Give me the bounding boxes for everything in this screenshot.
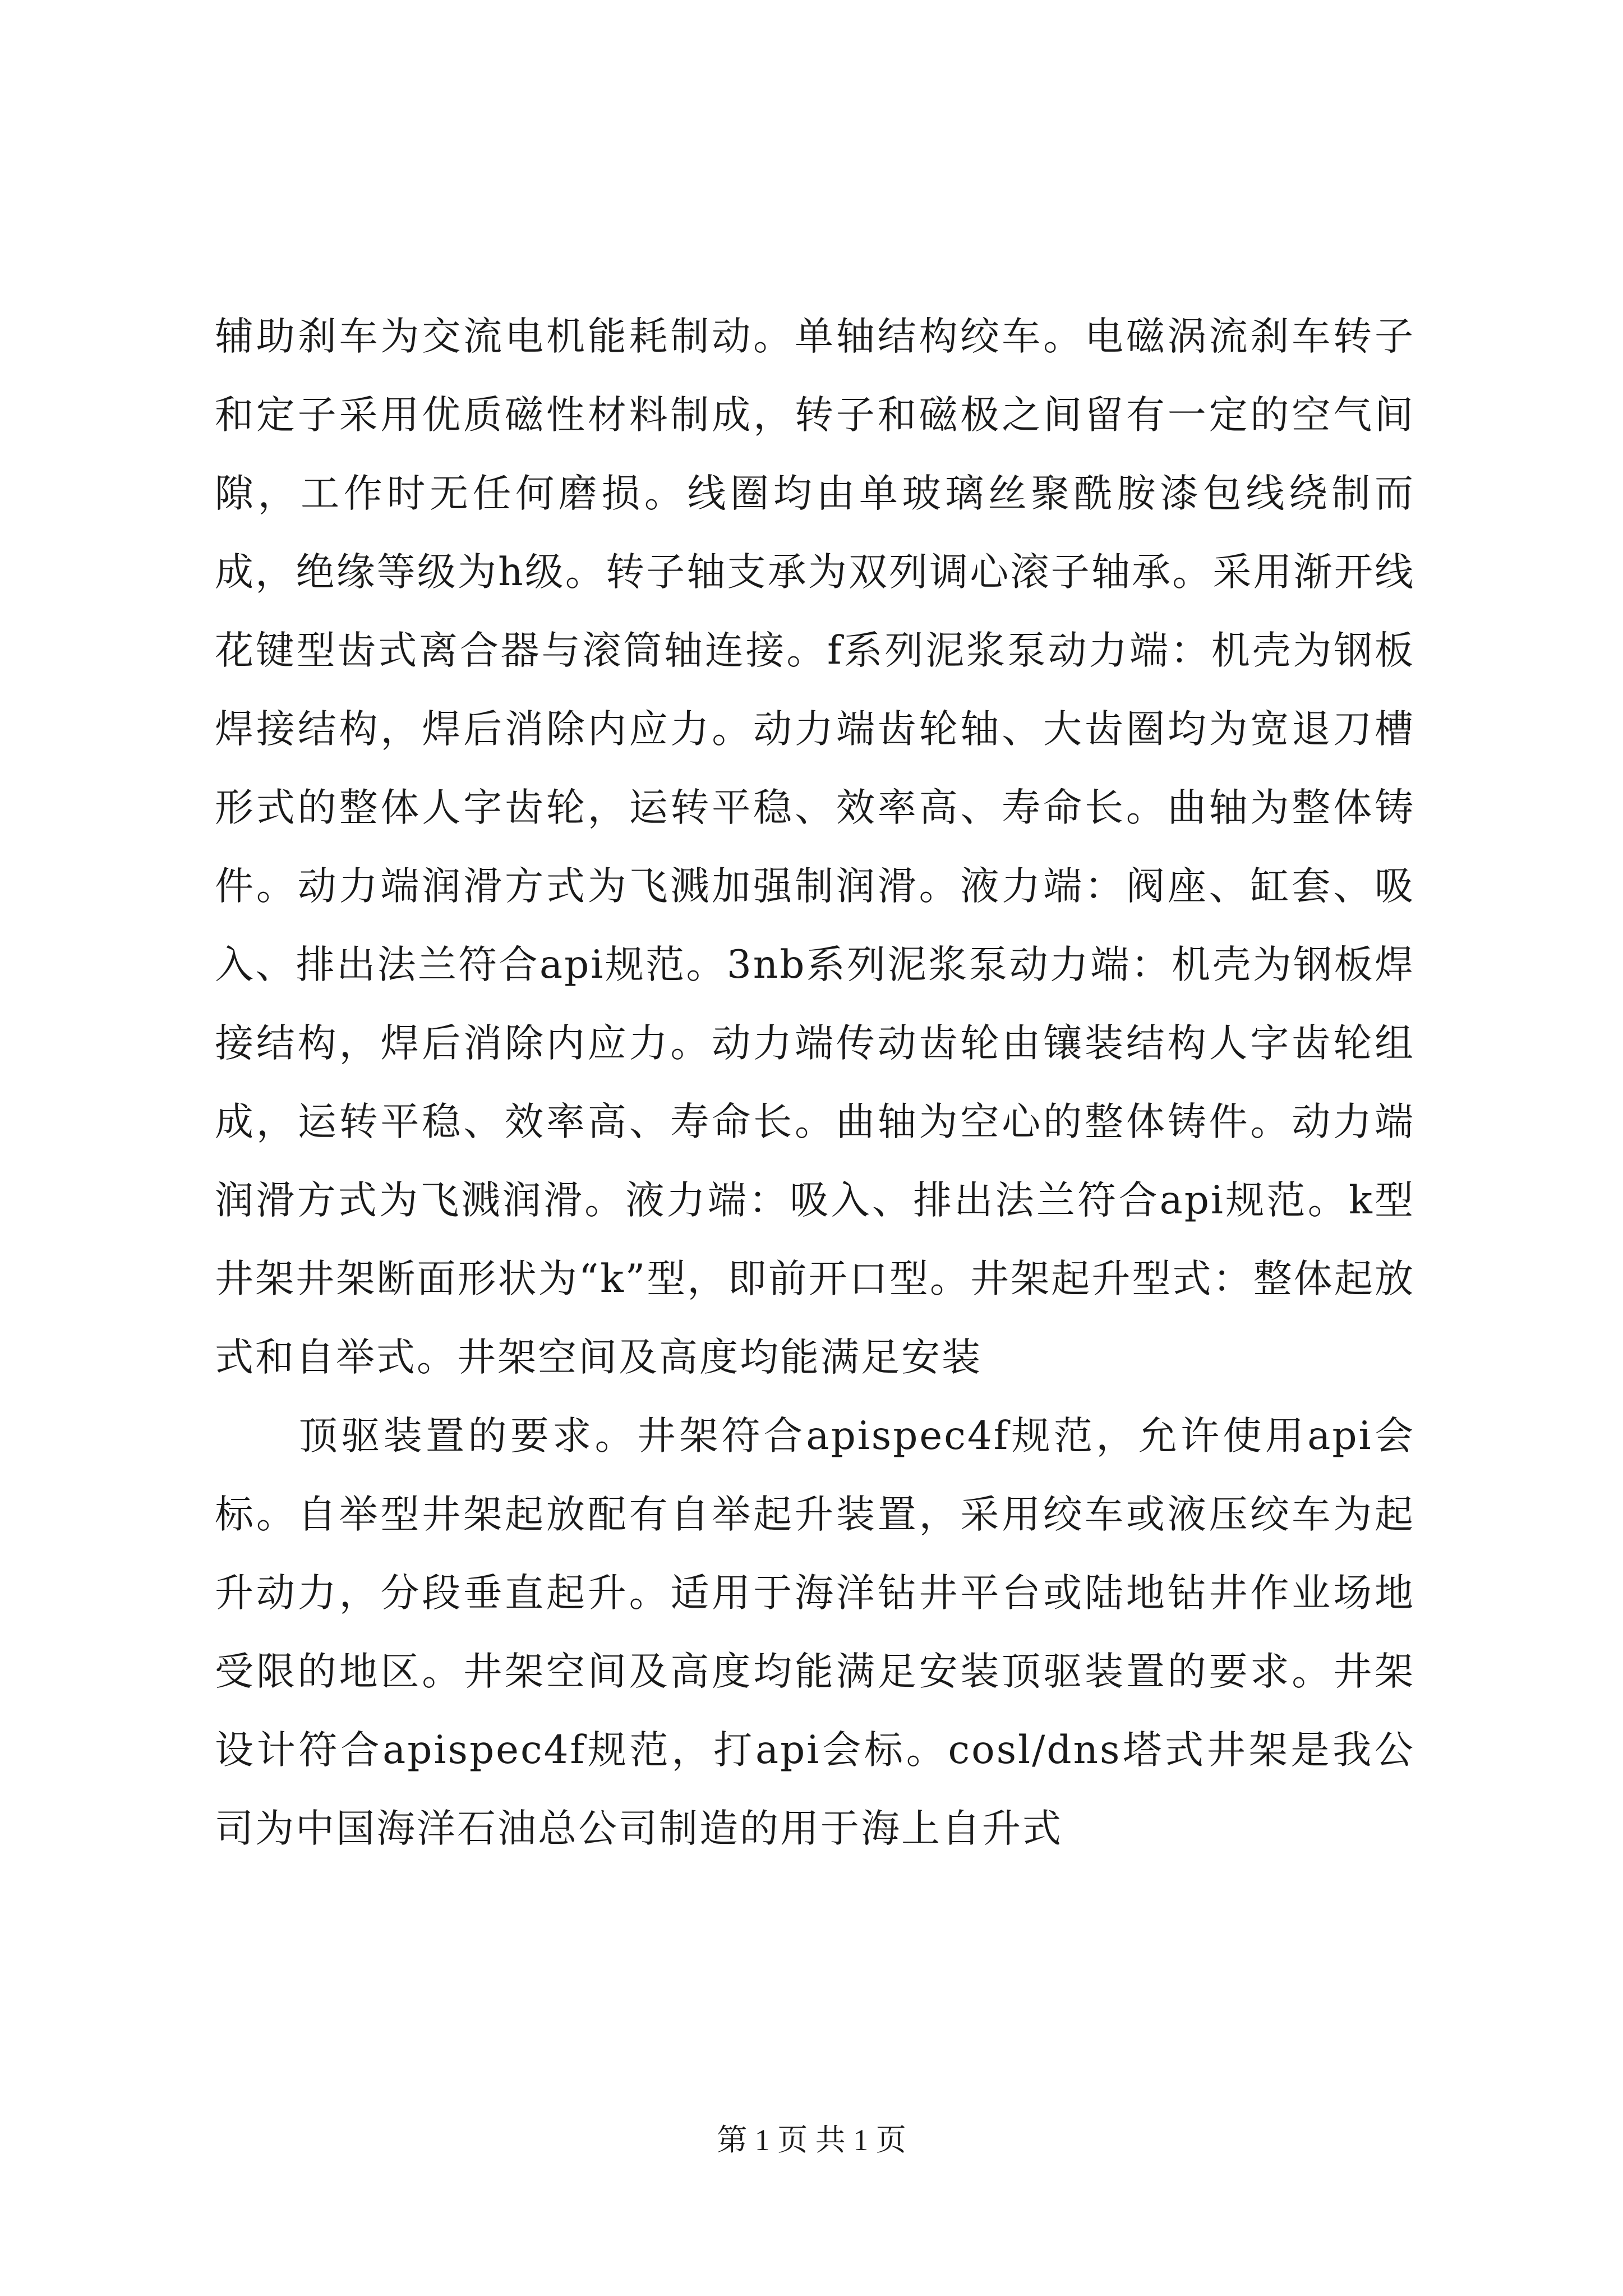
page-number-footer: 第 1 页 共 1 页: [717, 2123, 906, 2157]
paragraph-1: 辅助刹车为交流电机能耗制动。单轴结构绞车。电磁涡流刹车转子和定子采用优质磁性材料制成，转子和磁极之间留有一定的空气间隙，工作时无任何磨损。线圈均由单玻璃丝聚酰胺漆包线绕制而成，绝缘等级为h级。转子轴支承为双列调心滚子轴承。采用渐开线花键型齿式离合器与滚筒轴连接。f系列泥浆泵动力端：机壳为钢板焊接结构，焊后消除内应力。动力端齿轮轴、大齿圈均为宽退刀槽形式的整体人字齿轮，运转平稳、效率高、寿命长。曲轴为整体铸件。动力端润滑方式为飞溅加强制润滑。液力端：阀座、缸套、吸入、排出法兰符合api规范。3nb系列泥浆泵动力端：机壳为钢板焊接结构，焊后消除内应力。动力端传动齿轮由镶装结构人字齿轮组成，运转平稳、效率高、寿命长。曲轴为空心的整体铸件。动力端润滑方式为飞溅润滑。液力端：吸入、排出法兰符合api规范。k型井架井架断面形状为“k”型，即前开口型。井架起升型式：整体起放式和自举式。井架空间及高度均能满足安装: [215, 314, 1415, 1380]
document-body: [215, 297, 1415, 1868]
paragraph-2: 顶驱装置的要求。井架符合apispec4f规范，允许使用api会标。自举型井架起放配有自举起升装置，采用绞车或液压绞车为起升动力，分段垂直起升。适用于海洋钻井平台或陆地钻井作业场地受限的地区。井架空间及高度均能满足安装顶驱装置的要求。井架设计符合apispec4f规范，打api会标。cosl/dns塔式井架是我公司为中国海洋石油总公司制造的用于海上自升式: [215, 1414, 1415, 1851]
